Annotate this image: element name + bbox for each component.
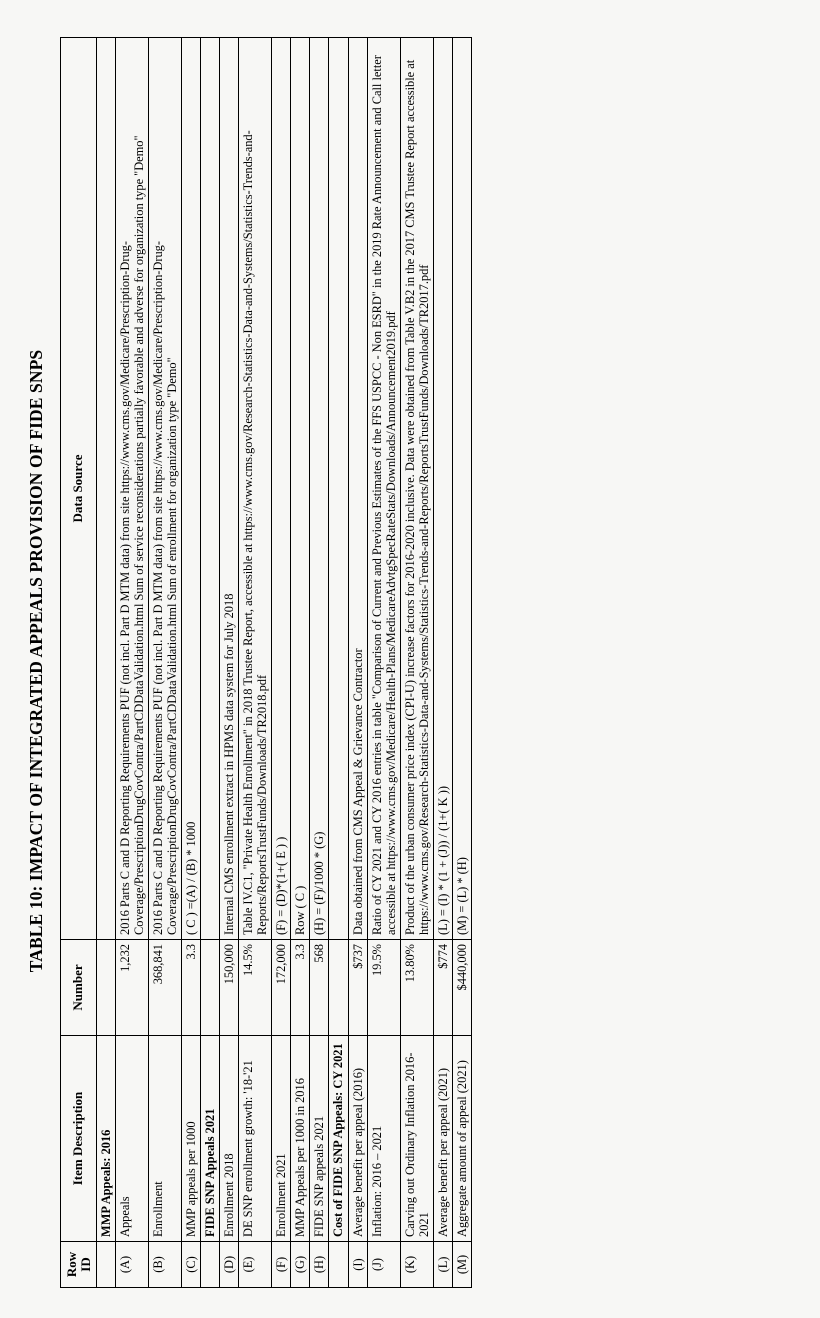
table-row [291, 38, 310, 1288]
cell-item-description: MMP appeals per 1000 [182, 1036, 201, 1242]
cell-row-id: (A) [116, 1242, 149, 1288]
cell-item-description: Cost of FIDE SNP Appeals: CY 2021 [329, 1036, 348, 1242]
cell-data-source [329, 38, 348, 940]
cell-row-id [329, 1242, 348, 1288]
cell-row-id: (L) [433, 1242, 452, 1288]
cell-data-source: (F) = (D)*(1+( E ) ) [272, 38, 291, 940]
cell-number: 19.5% [367, 940, 400, 1036]
cell-number [201, 940, 220, 1036]
table-header-row [61, 38, 97, 1288]
cell-data-source: ( C ) =(A) / (B) * 1000 [182, 38, 201, 940]
cell-number: $737 [348, 940, 367, 1036]
cell-data-source: 2016 Parts C and D Reporting Requirements PUF (not incl. Part D MTM data) from site https://www.cms.gov/Medicare/Prescription-Drug-Coverage/PrescriptionDrugCovContra/PartCDDataValidation.html Sum of service reconsiderations partially favorable and adverse for organization type "Demo" [116, 38, 149, 940]
cell-item-description: Appeals [116, 1036, 149, 1242]
cell-item-description: MMP Appeals: 2016 [97, 1036, 116, 1242]
cell-number: 14.5% [239, 940, 272, 1036]
cell-data-source: (L) = (I) * (1 + (J)) / (1+( K )) [433, 38, 452, 940]
table-row [149, 38, 182, 1288]
cell-row-id [201, 1242, 220, 1288]
cell-item-description: FIDE SNP Appeals 2021 [201, 1036, 220, 1242]
cell-number: 568 [310, 940, 329, 1036]
cell-item-description: FIDE SNP appeals 2021 [310, 1036, 329, 1242]
cell-item-description: Carving out Ordinary Inflation 2016-2021 [400, 1036, 433, 1242]
table-body [97, 38, 471, 1288]
cell-number [97, 940, 116, 1036]
cell-number: 368,841 [149, 940, 182, 1036]
cell-item-description: Aggregate amount of appeal (2021) [452, 1036, 471, 1242]
cell-number: $440,000 [452, 940, 471, 1036]
cell-row-id: (I) [348, 1242, 367, 1288]
table-row [367, 38, 400, 1288]
cell-data-source [201, 38, 220, 940]
table-row [239, 38, 272, 1288]
cell-row-id: (G) [291, 1242, 310, 1288]
table-header [61, 38, 97, 1288]
table-section-row [97, 38, 116, 1288]
cell-data-source: Data obtained from CMS Appeal & Grievance Contractor [348, 38, 367, 940]
cell-data-source: Internal CMS enrollment extract in HPMS data system for July 2018 [220, 38, 239, 940]
table-row [348, 38, 367, 1288]
cell-data-source: Product of the urban consumer price index (CPI-U) increase factors for 2016-2020 inclusive. Data were obtained from Table V.B2 in the 2017 CMS Trustee Report accessible at https://www.cms.gov/Research-Statistics-Data-and-Systems/Statistics-Trends-and-Reports/ReportsTrustFunds/Downloads/TR2017.pdf [400, 38, 433, 940]
table-section-row [201, 38, 220, 1288]
cell-item-description: Inflation: 2016 – 2021 [367, 1036, 400, 1242]
cell-number: 172,000 [272, 940, 291, 1036]
table-row [116, 38, 149, 1288]
cell-item-description: Enrollment [149, 1036, 182, 1242]
table-row [310, 38, 329, 1288]
cell-data-source: Ratio of CY 2021 and CY 2016 entries in table "Comparison of Current and Previous Estimates of the FFS USPCC - Non ESRD" in the 2019 Rate Announcement and Call letter accessible at https://www.cms.gov/Medicare/Health-Plans/MedicareAdvtgSpecRateStats/Downloads/Announcement2019.pdf [367, 38, 400, 940]
cell-data-source: (M) = (L) * (H) [452, 38, 471, 940]
table-row [400, 38, 433, 1288]
cell-data-source [97, 38, 116, 940]
cell-number: 3.3 [291, 940, 310, 1036]
column-header-row-id [61, 1242, 97, 1288]
cell-item-description: Enrollment 2018 [220, 1036, 239, 1242]
table-section-row [329, 38, 348, 1288]
column-header-item-description: Item Description [61, 1036, 97, 1242]
cell-row-id: (C) [182, 1242, 201, 1288]
column-header-row-id-line1: Row [64, 1251, 79, 1278]
cell-row-id: (B) [149, 1242, 182, 1288]
cell-number [329, 940, 348, 1036]
cell-item-description: MMP Appeals per 1000 in 2016 [291, 1036, 310, 1242]
cell-item-description: DE SNP enrollment growth: '18-'21 [239, 1036, 272, 1242]
cell-item-description: Enrollment 2021 [272, 1036, 291, 1242]
cell-row-id: (E) [239, 1242, 272, 1288]
cell-data-source: Row ( C ) [291, 38, 310, 940]
table-row [272, 38, 291, 1288]
cell-row-id: (J) [367, 1242, 400, 1288]
cell-number: 13.80% [400, 940, 433, 1036]
table-row [452, 38, 471, 1288]
cell-row-id [97, 1242, 116, 1288]
table-row [182, 38, 201, 1288]
cell-data-source: 2016 Parts C and D Reporting Requirements PUF (not incl. Part D MTM data) from site https://www.cms.gov/Medicare/Prescription-Drug-Coverage/PrescriptionDrugCovContra/PartCDDataValidation.html Sum of enrollment for organization type "Demo" [149, 38, 182, 940]
cell-number: 3.3 [182, 940, 201, 1036]
cell-data-source: Table IV.C1, "Private Health Enrollment" in 2018 Trustee Report, accessible at https://www.cms.gov/Research-Statistics-Data-and-Systems/Statistics-Trends-and-Reports/ReportsTrustFunds/Downloads/TR2018.pdf [239, 38, 272, 940]
cell-row-id: (K) [400, 1242, 433, 1288]
cell-data-source: (H) = (F)/1000 * (G) [310, 38, 329, 940]
cell-row-id: (M) [452, 1242, 471, 1288]
cell-row-id: (D) [220, 1242, 239, 1288]
cell-item-description: Average benefit per appeal (2016) [348, 1036, 367, 1242]
cell-row-id: (F) [272, 1242, 291, 1288]
cell-item-description: Average benefit per appeal (2021) [433, 1036, 452, 1242]
table-row [220, 38, 239, 1288]
table-row [433, 38, 452, 1288]
column-header-row-id-line2: ID [77, 1257, 93, 1272]
impact-of-integrated-appeals-table [60, 37, 472, 1288]
column-header-data-source: Data Source [61, 38, 97, 940]
column-header-number: Number [61, 940, 97, 1036]
cell-number: $774 [433, 940, 452, 1036]
cell-row-id: (H) [310, 1242, 329, 1288]
cell-number: 1,232 [116, 940, 149, 1036]
cell-number: 150,000 [220, 940, 239, 1036]
page-title: TABLE 10: IMPACT OF INTEGRATED APPEALS PROVISION OF FIDE SNPS [26, 349, 46, 973]
